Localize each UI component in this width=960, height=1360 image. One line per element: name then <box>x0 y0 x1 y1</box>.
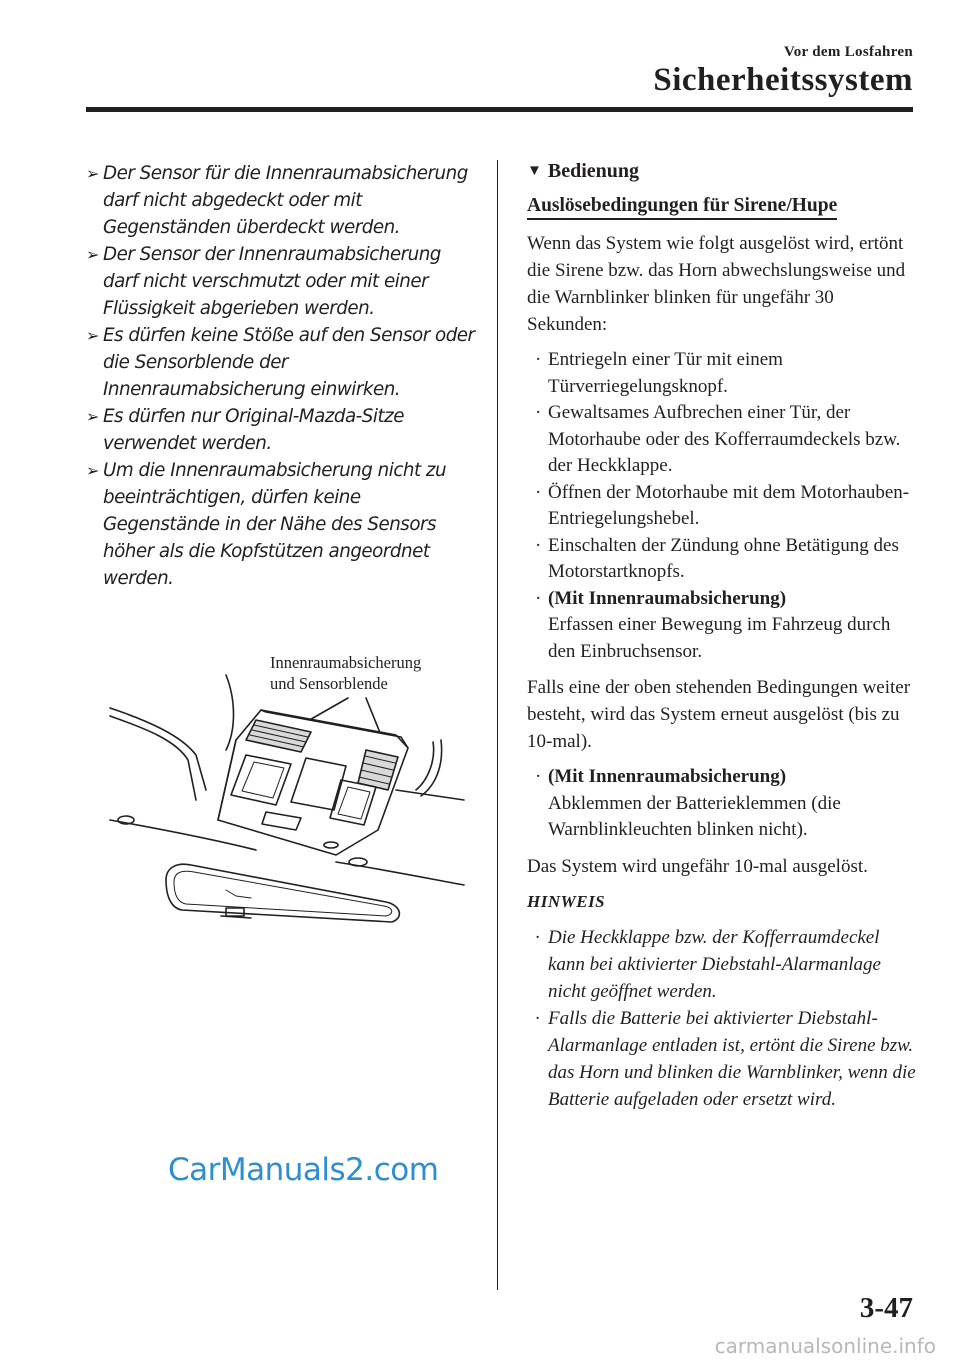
note-item: · Falls die Batterie bei aktivierter Diebstahl-Alarmanlage entladen ist, ertönt die Sirene bzw. das Horn und blinken die Warnblinker, wenn die Batterie aufgeladen oder ersetzt wird. <box>527 1005 917 1113</box>
warning-text: Es dürfen keine Stöße auf den Sensor oder die Sensorblende der Innenraumabsicherung einwirken. <box>103 325 475 400</box>
footer-site: carmanualsonline.info <box>714 1334 936 1358</box>
condition-item: · (Mit Innenraumabsicherung) Erfassen einer Bewegung im Fahrzeug durch den Einbruchsensor. <box>535 587 891 662</box>
warning-text: Es dürfen nur Original-Mazda-Sitze verwendet werden. <box>103 406 404 454</box>
section-title: Bedienung <box>547 160 640 182</box>
bullet-dot-icon: · <box>535 481 542 503</box>
bullet-dot-icon: · <box>535 1007 540 1029</box>
section-heading <box>527 160 917 183</box>
watermark: CarManuals2.com <box>168 1152 439 1188</box>
right-column <box>527 160 917 1113</box>
condition-list <box>527 347 917 665</box>
figure-callout: Innenraumabsicherung und Sensorblende <box>270 653 422 693</box>
exception-item: · (Mit Innenraumabsicherung) Abklemmen der Batterieklemmen (die Warnblinkleuchten blinken nicht). <box>535 766 841 840</box>
warning-item <box>86 403 476 457</box>
warning-item <box>86 241 476 322</box>
warning-list <box>86 160 476 592</box>
overhead-console-illustration <box>86 640 476 930</box>
exception-label: (Mit Innenraumabsicherung) <box>548 766 787 787</box>
column-divider <box>497 160 498 1290</box>
note-list <box>527 924 917 1113</box>
repeat-paragraph: Falls eine der oben stehenden Bedingungen weiter besteht, wird das System erneut ausgelöst (bis zu 10-mal). <box>527 677 911 752</box>
condition-item: · Einschalten der Zündung ohne Betätigung des Motorstartknopfs. <box>535 534 899 582</box>
bullet-dot-icon: · <box>535 349 542 370</box>
subheading: Auslösebedingungen für Sirene/Hupe <box>527 195 837 220</box>
warning-item <box>86 457 476 592</box>
warning-text: Der Sensor der Innenraumabsicherung darf nicht verschmutzt oder mit einer Flüssigkeit abgerieben werden. <box>103 244 441 319</box>
arrow-bullet-icon: ➢ <box>86 245 99 264</box>
arrow-bullet-icon: ➢ <box>86 461 99 480</box>
total-paragraph: Das System wird ungefähr 10-mal ausgelöst. <box>527 855 868 877</box>
condition-label: (Mit Innenraumabsicherung) <box>548 587 787 609</box>
note-title: HINWEIS <box>527 891 606 911</box>
warning-text: Um die Innenraumabsicherung nicht zu beeinträchtigen, dürfen keine Gegenstände in der Nähe des Sensors höher als die Kopfstützen angeordnet werden. <box>103 460 447 589</box>
header-rule <box>86 107 913 112</box>
condition-item: · Entriegeln einer Tür mit einem Türverriegelungsknopf. <box>535 349 783 397</box>
page-number: 3-47 <box>859 1292 913 1324</box>
arrow-bullet-icon: ➢ <box>86 407 99 426</box>
header-subtitle: Vor dem Losfahren <box>783 44 913 60</box>
intro-paragraph: Wenn das System wie folgt ausgelöst wird, ertönt die Sirene bzw. das Horn abwechslungsweise und die Warnblinker blinken für ungefähr 30 Sekunden: <box>527 233 906 335</box>
arrow-bullet-icon: ➢ <box>86 326 99 345</box>
bullet-dot-icon: · <box>535 926 540 948</box>
bullet-dot-icon: · <box>535 587 542 609</box>
warning-text: Der Sensor für die Innenraumabsicherung darf nicht abgedeckt oder mit Gegenständen überdeckt werden. <box>103 163 468 238</box>
condition-item: · Öffnen der Motorhaube mit dem Motorhauben-Entriegelungshebel. <box>535 481 910 529</box>
bullet-dot-icon: · <box>535 534 542 556</box>
page-title: Sicherheitssystem <box>653 62 913 98</box>
exception-list <box>527 764 917 844</box>
arrow-bullet-icon: ➢ <box>86 164 99 183</box>
note-item: · Die Heckklappe bzw. der Kofferraumdeckel kann bei aktivierter Diebstahl-Alarmanlage nicht geöffnet werden. <box>527 924 917 1005</box>
condition-item: · Gewaltsames Aufbrechen einer Tür, der Motorhaube oder des Kofferraumdeckels bzw. der Heckklappe. <box>535 402 901 476</box>
triangle-down-icon: ▼ <box>527 163 542 179</box>
bullet-dot-icon: · <box>535 766 542 787</box>
bullet-dot-icon: · <box>535 402 542 423</box>
warning-item <box>86 160 476 241</box>
warning-item <box>86 322 476 403</box>
